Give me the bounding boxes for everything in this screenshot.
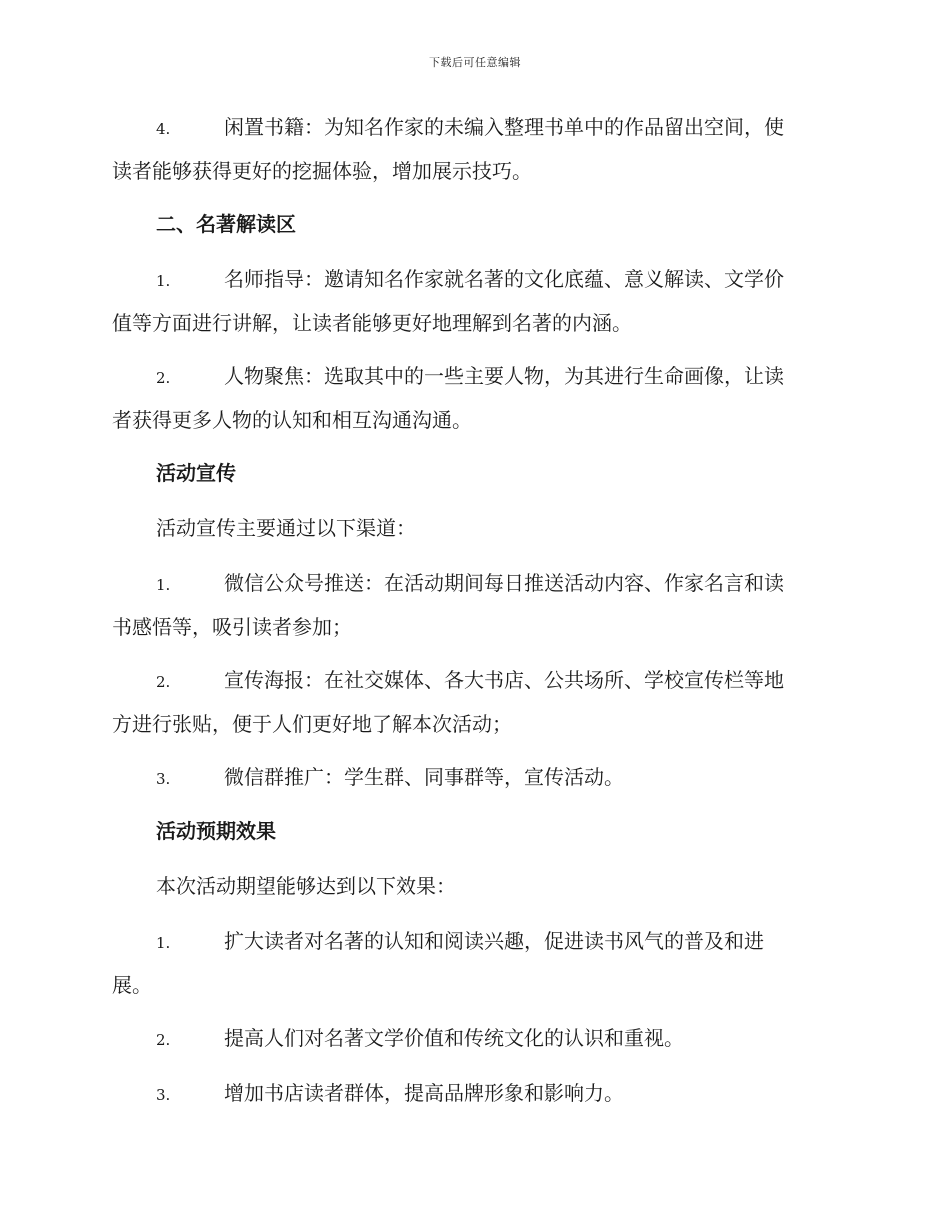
list-item [112,561,834,649]
list-item-line [112,561,834,605]
list-item-continuation: 值等方面进行讲解，让读者能够更好地理解到名著的内涵。 [112,311,632,335]
paragraph-text: 本次活动期望能够达到以下效果： [156,874,456,898]
list-number: 1. [156,934,171,952]
list-number: 2. [156,673,171,691]
paragraph-text: 活动宣传主要通过以下渠道： [156,516,416,540]
list-item-continuation: 展。 [112,973,152,997]
list-item-text: 增加书店读者群体，提高品牌形象和影响力。 [224,1081,624,1105]
list-item [112,105,834,193]
list-item-line [112,1016,834,1060]
list-item-line [112,658,834,702]
list-number: 1. [156,272,171,290]
list-number: 1. [156,576,171,594]
list-item-line [112,354,834,398]
list-item [112,919,834,1007]
list-item [112,1071,834,1115]
list-item-text: 宣传海报：在社交媒体、各大书店、公共场所、学校宣传栏等地 [224,668,784,692]
section-title: 活动预期效果 [156,819,276,843]
list-number: 4. [156,120,171,138]
section-heading [112,451,834,495]
list-item-line [112,1071,834,1115]
section-title: 二、名著解读区 [156,212,296,236]
list-number: 2. [156,1031,171,1049]
list-item [112,658,834,746]
paragraph [112,506,834,550]
list-item [112,354,834,442]
page-header: 下载后可任意编辑 [429,56,521,69]
list-item-text: 扩大读者对名著的认知和阅读兴趣，促进读书风气的普及和进 [224,929,764,953]
section-heading [112,202,834,246]
list-item-line [112,257,834,301]
list-item-continuation: 读者能够获得更好的挖掘体验，增加展示技巧。 [112,159,532,183]
list-item-text: 微信群推广：学生群、同事群等，宣传活动。 [224,765,624,789]
list-number: 3. [156,1086,171,1104]
list-item-text: 名师指导：邀请知名作家就名著的文化底蕴、意义解读、文学价 [224,267,784,291]
list-item-text: 人物聚焦：选取其中的一些主要人物，为其进行生命画像，让读 [224,364,784,388]
list-item-line [112,755,834,799]
list-item-text: 闲置书籍：为知名作家的未编入整理书单中的作品留出空间，使 [224,115,784,139]
list-item-line [112,919,834,963]
list-item [112,257,834,345]
list-item [112,1016,834,1060]
list-number: 3. [156,770,171,788]
section-title: 活动宣传 [156,461,236,485]
list-item-continuation: 书感悟等，吸引读者参加； [112,615,352,639]
list-item-line [112,105,834,149]
paragraph [112,864,834,908]
list-item [112,755,834,799]
list-item-continuation: 者获得更多人物的认知和相互沟通沟通。 [112,408,472,432]
list-item-text: 提高人们对名著文学价值和传统文化的认识和重视。 [224,1026,684,1050]
list-item-text: 微信公众号推送：在活动期间每日推送活动内容、作家名言和读 [224,571,784,595]
list-number: 2. [156,369,171,387]
section-heading [112,809,834,853]
list-item-continuation: 方进行张贴，便于人们更好地了解本次活动； [112,712,512,736]
